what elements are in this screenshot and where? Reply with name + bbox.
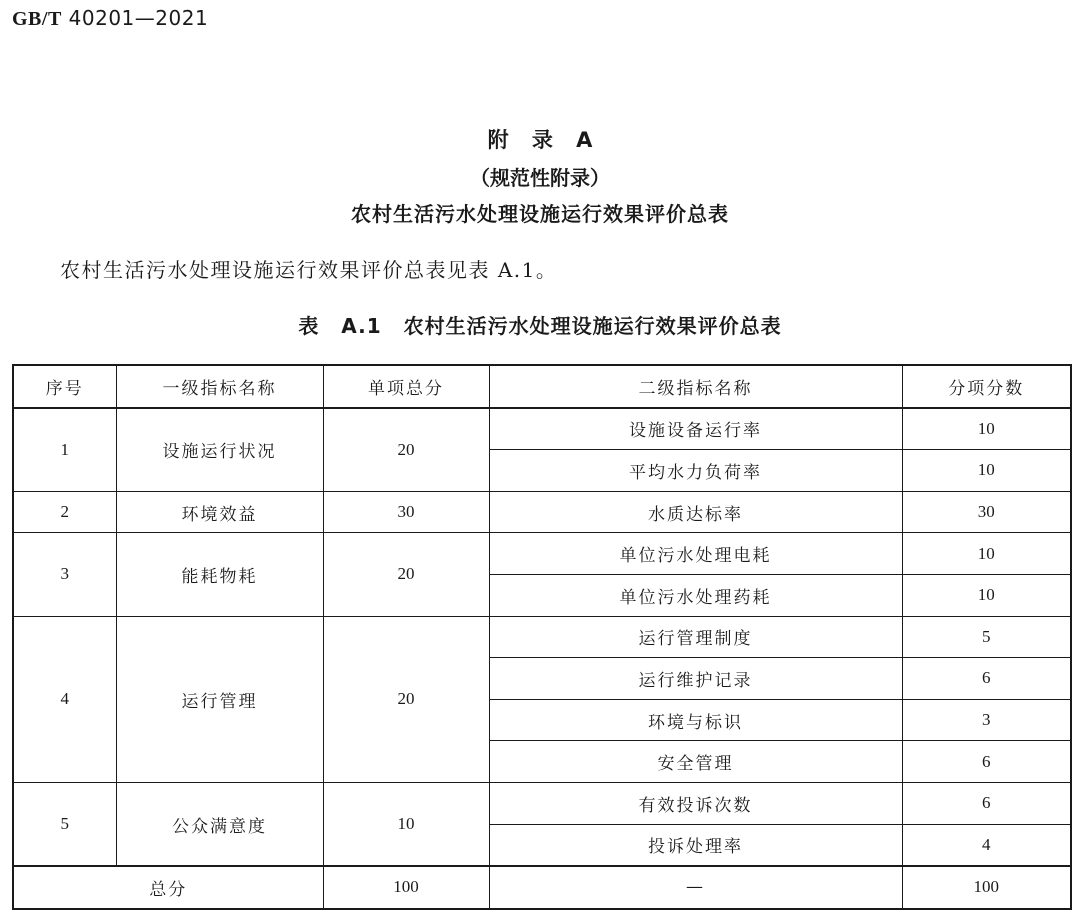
secondary-score: 4 [902, 824, 1071, 866]
secondary-score: 5 [902, 616, 1071, 658]
primary-total: 10 [323, 782, 489, 866]
secondary-indicator: 设施设备运行率 [489, 408, 902, 450]
primary-total: 20 [323, 408, 489, 492]
table-header-row [13, 365, 1071, 408]
total-secondary-dash: — [489, 866, 902, 909]
secondary-score: 10 [902, 408, 1071, 450]
secondary-indicator: 环境与标识 [489, 699, 902, 741]
table-row [13, 491, 1071, 533]
secondary-score: 30 [902, 491, 1071, 533]
secondary-score: 3 [902, 699, 1071, 741]
standard-prefix: GB/T [12, 8, 62, 30]
header-cell: 二级指标名称 [489, 365, 902, 408]
secondary-indicator: 单位污水处理电耗 [489, 533, 902, 575]
secondary-score: 10 [902, 533, 1071, 575]
table-row [13, 616, 1071, 658]
row-index: 5 [13, 782, 116, 866]
intro-paragraph: 农村生活污水处理设施运行效果评价总表见表 A.1。 [60, 258, 558, 282]
primary-indicator: 环境效益 [116, 491, 323, 533]
row-index: 2 [13, 491, 116, 533]
primary-total: 20 [323, 616, 489, 782]
primary-indicator: 公众满意度 [116, 782, 323, 866]
total-item-score: 100 [902, 866, 1071, 909]
secondary-indicator: 有效投诉次数 [489, 782, 902, 824]
standard-number: 40201—2021 [68, 6, 209, 30]
appendix-title: 附 录 A [487, 128, 593, 152]
primary-indicator: 运行管理 [116, 616, 323, 782]
secondary-score: 6 [902, 658, 1071, 700]
row-index: 1 [13, 408, 116, 492]
table-row [13, 408, 1071, 450]
header-cell: 序号 [13, 365, 116, 408]
primary-indicator: 能耗物耗 [116, 533, 323, 616]
table-caption: 表 A.1 农村生活污水处理设施运行效果评价总表 [298, 314, 782, 338]
secondary-indicator: 运行管理制度 [489, 616, 902, 658]
total-score: 100 [323, 866, 489, 909]
header-cell: 分项分数 [902, 365, 1071, 408]
appendix-type: （规范性附录） [470, 166, 610, 190]
row-index: 4 [13, 616, 116, 782]
standard-code [12, 6, 208, 31]
header-cell: 一级指标名称 [116, 365, 323, 408]
total-label: 总分 [13, 866, 323, 909]
primary-total: 20 [323, 533, 489, 616]
secondary-indicator: 运行维护记录 [489, 658, 902, 700]
appendix-name: 农村生活污水处理设施运行效果评价总表 [351, 202, 729, 226]
secondary-indicator: 水质达标率 [489, 491, 902, 533]
secondary-indicator: 投诉处理率 [489, 824, 902, 866]
secondary-score: 10 [902, 450, 1071, 492]
primary-indicator: 设施运行状况 [116, 408, 323, 492]
secondary-indicator: 平均水力负荷率 [489, 450, 902, 492]
secondary-indicator: 安全管理 [489, 741, 902, 783]
header-cell: 单项总分 [323, 365, 489, 408]
table-row [13, 533, 1071, 575]
primary-total: 30 [323, 491, 489, 533]
total-row [13, 866, 1071, 909]
secondary-indicator: 单位污水处理药耗 [489, 574, 902, 616]
evaluation-table [12, 364, 1072, 910]
row-index: 3 [13, 533, 116, 616]
table-row [13, 782, 1071, 824]
secondary-score: 6 [902, 782, 1071, 824]
secondary-score: 6 [902, 741, 1071, 783]
secondary-score: 10 [902, 574, 1071, 616]
